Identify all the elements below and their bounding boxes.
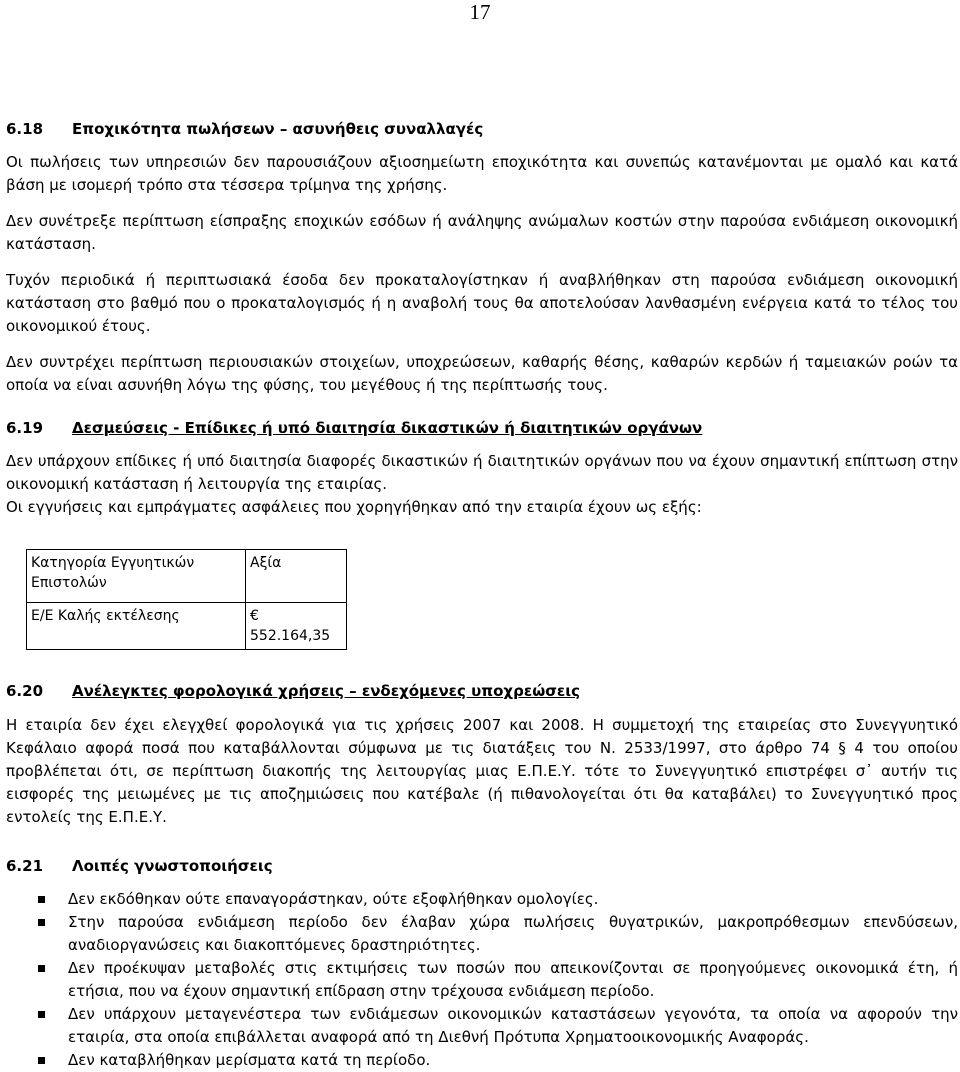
section-heading-6-18 bbox=[6, 118, 958, 140]
list-item bbox=[6, 957, 958, 1003]
bullet-icon bbox=[38, 919, 45, 926]
bullet-icon bbox=[38, 1011, 45, 1018]
list-item-text: Δεν υπάρχουν μεταγενέστερα των ενδιάμεσων οικονομικών καταστάσεων γεγονότα, τα οποία να αφορούν την εταιρία, στα οποία επιβάλλεται αναφορά από τη Διεθνή Πρότυπα Χρηματοοικονομικής Αναφοράς. bbox=[68, 1005, 958, 1046]
list-item bbox=[6, 911, 958, 957]
list-item bbox=[6, 1003, 958, 1049]
section-number: 6.21 bbox=[6, 857, 44, 875]
table-row bbox=[27, 603, 347, 650]
page-number: 17 bbox=[469, 0, 491, 24]
table-header-value: Αξία bbox=[246, 550, 347, 603]
section-number: 6.20 bbox=[6, 682, 44, 700]
table-cell-label: Ε/Ε Καλής εκτέλεσης bbox=[27, 603, 246, 650]
bullet-icon bbox=[38, 965, 45, 972]
section-title: Εποχικότητα πωλήσεων – ασυνήθεις συναλλαγές bbox=[72, 120, 484, 138]
paragraph: Δεν υπάρχουν επίδικες ή υπό διαιτησία διαφορές δικαστικών ή διαιτητικών οργάνων που να έχουν σημαντική επίπτωση στην οικονομική κατάσταση ή λειτουργία της εταιρίας. bbox=[6, 452, 958, 493]
paragraph: Οι πωλήσεις των υπηρεσιών δεν παρουσιάζουν αξιοσημείωτη εποχικότητα και συνεπώς κατανέμονται με ομαλό και κατά βάση με ισομερή τρόπο στα τέσσερα τρίμηνα της χρήσης. bbox=[6, 153, 958, 194]
bullet-icon bbox=[38, 896, 45, 903]
table-cell-value bbox=[246, 603, 347, 650]
section-title: Ανέλεγκτες φορολογικά χρήσεις – ενδεχόμενες υποχρεώσεις bbox=[72, 682, 580, 700]
section-heading-6-20 bbox=[6, 680, 958, 702]
paragraph: Οι εγγυήσεις και εμπράγματες ασφάλειες που χορηγήθηκαν από την εταιρία έχουν ως εξής: bbox=[6, 498, 702, 516]
paragraph: Δεν συντρέχει περίπτωση περιουσιακών στοιχείων, υποχρεώσεων, καθαρής θέσης, καθαρών κερδών ή ταμειακών ροών τα οποία να είναι ασυνήθη λόγω της φύσης, του μεγέθους ή της περίπτωσής τους. bbox=[6, 353, 958, 394]
list-item-text: Δεν προέκυψαν μεταβολές στις εκτιμήσεις των ποσών που απεικονίζονται σε προηγούμενες οικονομικά έτη, ή ετήσια, που να έχουν σημαντική επίδραση στην τρέχουσα ενδιάμεση περίοδο. bbox=[68, 959, 958, 1000]
document-body bbox=[6, 118, 958, 1072]
list-item-text: Δεν εκδόθηκαν ούτε επαναγοράστηκαν, ούτε εξοφλήθηκαν ομολογίες. bbox=[68, 890, 599, 908]
section-heading-6-19 bbox=[6, 417, 958, 439]
paragraph: Τυχόν περιοδικά ή περιπτωσιακά έσοδα δεν προκαταλογίστηκαν ή αναβλήθηκαν στη παρούσα ενδιάμεση οικονομική κατάσταση στο βαθμό που ο προκαταλογισμός ή η αναβολή τους θα αποτελούσαν λανθασμένη ενέργεια κατά το τέλος του οικονομικού έτους. bbox=[6, 271, 958, 335]
paragraph: Η εταιρία δεν έχει ελεγχθεί φορολογικά για τις χρήσεις 2007 και 2008. Η συμμετοχή της εταιρείας στο Συνεγγυητικό Κεφάλαιο αφορά ποσά που καταβάλλονται σύμφωνα με τις διατάξεις του Ν. 2533/1997, στο άρθρο 74 § 4 του οποίου προβλέπεται ότι, σε περίπτωση διακοπής της λειτουργίας μιας Ε.Π.Ε.Υ. τότε το Συνεγγυητικό επιστρέφει σ᾽ αυτήν τις εισφορές της μειωμένες με τις αποζημιώσεις που κατέβαλε (ή πιθανολογείται ότι θα καταβάλει) το Συνεγγυητικό προς εντολείς της Ε.Π.Ε.Υ. bbox=[6, 716, 958, 826]
bullet-icon bbox=[38, 1057, 45, 1064]
bullet-list bbox=[6, 888, 958, 1072]
guarantees-table bbox=[26, 549, 347, 650]
section-number: 6.19 bbox=[6, 419, 44, 437]
section-title: Δεσμεύσεις - Επίδικες ή υπό διαιτησία δικαστικών ή διαιτητικών οργάνων bbox=[72, 419, 703, 437]
list-item-text: Δεν καταβλήθηκαν μερίσματα κατά τη περίοδο. bbox=[68, 1051, 431, 1069]
section-title: Λοιπές γνωστοποιήσεις bbox=[72, 857, 273, 875]
table-header-row bbox=[27, 550, 347, 603]
paragraph: Δεν συνέτρεξε περίπτωση είσπραξης εποχικών εσόδων ή ανάληψης ανώμαλων κοστών στην παρούσα ενδιάμεση οικονομική κατάσταση. bbox=[6, 212, 958, 253]
table-cell-amount: 552.164,35 bbox=[250, 628, 331, 644]
list-item bbox=[6, 1049, 958, 1072]
table-header-category: Κατηγορία Εγγυητικών Επιστολών bbox=[27, 550, 246, 603]
list-item bbox=[6, 888, 958, 911]
list-item-text: Στην παρούσα ενδιάμεση περίοδο δεν έλαβαν χώρα πωλήσεις θυγατρικών, μακροπρόθεσμων επενδύσεων, αναδιοργανώσεις και διακοπτόμενες δραστηριότητες. bbox=[68, 913, 958, 954]
section-number: 6.18 bbox=[6, 120, 44, 138]
section-heading-6-21 bbox=[6, 855, 958, 877]
euro-sign: € bbox=[250, 608, 259, 624]
